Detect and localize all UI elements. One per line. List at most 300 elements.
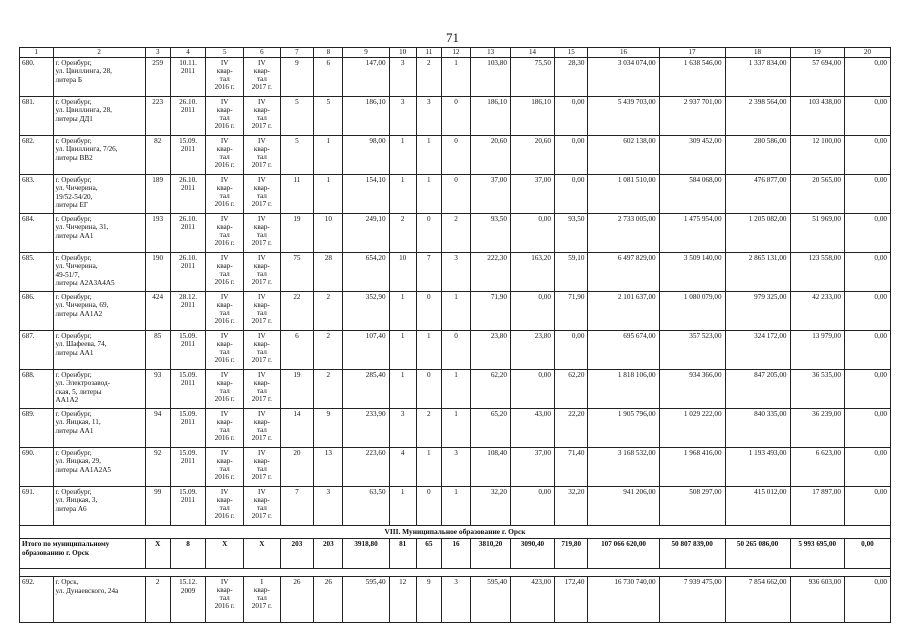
cell-col-16: 1 905 796,00 (588, 409, 659, 448)
cell-col-2: г. Оренбург, ул. Цвиллинга, 7/26, литеры ВВ2 (53, 136, 145, 175)
cell-col-20: 0,00 (844, 448, 890, 487)
cell-col-1: 691. (20, 487, 54, 526)
cell-col-16: 3 168 532,00 (588, 448, 659, 487)
cell-col-14: 37,00 (510, 448, 554, 487)
table-row (20, 58, 891, 97)
cell-col-5: IV квар- тал 2016 г. (206, 370, 244, 409)
cell-col-4: 26.10. 2011 (170, 97, 206, 136)
cell-col-3: 94 (145, 409, 170, 448)
column-header-20: 20 (844, 48, 890, 58)
cell-col-1: 682. (20, 136, 54, 175)
cell-col-1: 689. (20, 409, 54, 448)
cell-col-18: 979 325,00 (725, 292, 790, 331)
cell-col-10: 1 (389, 331, 416, 370)
cell-col-6: IV квар- тал 2017 г. (244, 448, 281, 487)
cell-col-14: 20,60 (510, 136, 554, 175)
column-header-10: 10 (389, 48, 416, 58)
cell-col-5: IV квар- тал 2016 г. (206, 58, 244, 97)
column-header-12: 12 (441, 48, 470, 58)
total-cell: 65 (416, 539, 441, 569)
table-row (20, 136, 891, 175)
total-cell: 5 993 695,00 (790, 539, 844, 569)
cell-col-11: 0 (416, 292, 441, 331)
cell-col-16: 3 034 074,00 (588, 58, 659, 97)
cell-col-12: 0 (441, 136, 470, 175)
cell-col-7: 11 (280, 175, 314, 214)
cell-col-17: 584 068,00 (659, 175, 725, 214)
cell-col-9: 63,50 (343, 487, 389, 526)
cell-col-7: 14 (280, 409, 314, 448)
total-row (20, 539, 891, 569)
cell-col-16: 5 439 703,00 (588, 97, 659, 136)
cell-col-14: 23,80 (510, 331, 554, 370)
cell-col-4: 26.10. 2011 (170, 175, 206, 214)
cell-col-14: 43,00 (510, 409, 554, 448)
cell-col-4: 15.09. 2011 (170, 136, 206, 175)
column-header-6: 6 (244, 48, 281, 58)
cell-col-12: 1 (441, 292, 470, 331)
cell-col-16: 16 730 740,00 (588, 577, 659, 623)
cell-col-20: 0,00 (844, 409, 890, 448)
cell-col-19: 20 565,00 (790, 175, 844, 214)
cell-col-15: 62,20 (554, 370, 588, 409)
cell-col-13: 37,00 (471, 175, 511, 214)
cell-col-2: г. Оренбург, ул. Яицкая, 3, литера А6 (53, 487, 145, 526)
cell-col-4: 26.10. 2011 (170, 214, 206, 253)
table-row (20, 253, 891, 292)
cell-col-13: 103,80 (471, 58, 511, 97)
column-header-7: 7 (280, 48, 314, 58)
cell-col-19: 51 969,00 (790, 214, 844, 253)
cell-col-13: 23,80 (471, 331, 511, 370)
cell-col-11: 1 (416, 448, 441, 487)
total-cell: 203 (280, 539, 314, 569)
cell-col-15: 32,20 (554, 487, 588, 526)
cell-col-15: 71,40 (554, 448, 588, 487)
cell-col-2: г. Оренбург, ул. Яицкая, 11, литеры АА1 (53, 409, 145, 448)
cell-col-17: 3 509 140,00 (659, 253, 725, 292)
cell-col-10: 4 (389, 448, 416, 487)
cell-col-6: IV квар- тал 2017 г. (244, 97, 281, 136)
cell-col-16: 2 733 005,00 (588, 214, 659, 253)
cell-col-14: 163,20 (510, 253, 554, 292)
cell-col-4: 15.09. 2011 (170, 331, 206, 370)
cell-col-15: 0,00 (554, 175, 588, 214)
cell-col-12: 3 (441, 448, 470, 487)
total-cell: 203 (314, 539, 343, 569)
cell-col-2: г. Оренбург, ул. Цвиллинга, 28, литеры ДД1 (53, 97, 145, 136)
cell-col-10: 3 (389, 58, 416, 97)
cell-col-8: 1 (314, 136, 343, 175)
cell-col-9: 154,10 (343, 175, 389, 214)
cell-col-7: 75 (280, 253, 314, 292)
cell-col-3: 259 (145, 58, 170, 97)
cell-col-7: 20 (280, 448, 314, 487)
cell-col-19: 6 623,00 (790, 448, 844, 487)
cell-col-5: IV квар- тал 2016 г. (206, 292, 244, 331)
cell-col-4: 10.11. 2011 (170, 58, 206, 97)
cell-col-11: 0 (416, 370, 441, 409)
cell-col-6: IV квар- тал 2017 г. (244, 370, 281, 409)
column-header-3: 3 (145, 48, 170, 58)
cell-col-10: 3 (389, 97, 416, 136)
cell-col-3: 93 (145, 370, 170, 409)
cell-col-10: 10 (389, 253, 416, 292)
cell-col-18: 476 877,00 (725, 175, 790, 214)
column-header-1: 1 (20, 48, 54, 58)
cell-col-4: 28.12. 2011 (170, 292, 206, 331)
total-label: Итого по муниципальному образованию г. Орск (20, 539, 146, 569)
cell-col-9: 654,20 (343, 253, 389, 292)
cell-col-12: 0 (441, 331, 470, 370)
cell-col-17: 7 939 475,00 (659, 577, 725, 623)
cell-col-1: 690. (20, 448, 54, 487)
cell-col-3: 2 (145, 577, 170, 623)
cell-col-5: IV квар- тал 2016 г. (206, 331, 244, 370)
cell-col-7: 9 (280, 58, 314, 97)
cell-col-15: 172,40 (554, 577, 588, 623)
column-header-2: 2 (53, 48, 145, 58)
cell-col-20: 0,00 (844, 331, 890, 370)
total-cell: 0,00 (844, 539, 890, 569)
header-row (20, 48, 891, 58)
cell-col-6: IV квар- тал 2017 г. (244, 136, 281, 175)
column-header-13: 13 (471, 48, 511, 58)
table-row (20, 577, 891, 623)
cell-col-10: 1 (389, 136, 416, 175)
cell-col-3: 99 (145, 487, 170, 526)
cell-col-5: IV квар- тал 2016 г. (206, 409, 244, 448)
cell-col-11: 0 (416, 214, 441, 253)
cell-col-16: 1 081 510,00 (588, 175, 659, 214)
cell-col-8: 2 (314, 292, 343, 331)
cell-col-11: 3 (416, 97, 441, 136)
cell-col-10: 1 (389, 292, 416, 331)
cell-col-1: 692. (20, 577, 54, 623)
cell-col-1: 687. (20, 331, 54, 370)
cell-col-12: 0 (441, 175, 470, 214)
cell-col-12: 0 (441, 97, 470, 136)
cell-col-1: 683. (20, 175, 54, 214)
cell-col-2: г. Оренбург, ул. Чичерина, 69, литеры АА1А2 (53, 292, 145, 331)
cell-col-14: 75,50 (510, 58, 554, 97)
table-row (20, 214, 891, 253)
cell-col-15: 0,00 (554, 136, 588, 175)
cell-col-7: 22 (280, 292, 314, 331)
cell-col-10: 1 (389, 487, 416, 526)
cell-col-12: 1 (441, 370, 470, 409)
cell-col-19: 57 694,00 (790, 58, 844, 97)
cell-col-3: 193 (145, 214, 170, 253)
cell-col-20: 0,00 (844, 487, 890, 526)
cell-col-2: г. Оренбург, ул. Цвиллинга, 28, литера Б (53, 58, 145, 97)
cell-col-6: IV квар- тал 2017 г. (244, 409, 281, 448)
cell-col-16: 2 101 637,00 (588, 292, 659, 331)
cell-col-9: 98,00 (343, 136, 389, 175)
cell-col-19: 936 603,00 (790, 577, 844, 623)
cell-col-9: 285,40 (343, 370, 389, 409)
cell-col-12: 1 (441, 409, 470, 448)
cell-col-15: 71,90 (554, 292, 588, 331)
table-row (20, 292, 891, 331)
total-cell: 16 (441, 539, 470, 569)
cell-col-11: 2 (416, 409, 441, 448)
cell-col-13: 32,20 (471, 487, 511, 526)
page-number: 71 (446, 30, 459, 45)
cell-col-19: 36 535,00 (790, 370, 844, 409)
cell-col-20: 0,00 (844, 214, 890, 253)
cell-col-11: 1 (416, 331, 441, 370)
section-title-row (20, 526, 891, 539)
cell-col-17: 934 366,00 (659, 370, 725, 409)
cell-col-2: г. Орск, ул. Дунаевского, 24а (53, 577, 145, 623)
cell-col-10: 1 (389, 175, 416, 214)
cell-col-8: 9 (314, 409, 343, 448)
spacer-row (20, 569, 891, 577)
column-header-5: 5 (206, 48, 244, 58)
cell-col-2: г. Оренбург, ул. Чичерина, 31, литеры АА1 (53, 214, 145, 253)
total-cell: 8 (170, 539, 206, 569)
cell-col-6: IV квар- тал 2017 г. (244, 214, 281, 253)
cell-col-15: 0,00 (554, 97, 588, 136)
cell-col-13: 71,90 (471, 292, 511, 331)
cell-col-18: 1 193 493,00 (725, 448, 790, 487)
cell-col-3: 424 (145, 292, 170, 331)
cell-col-1: 688. (20, 370, 54, 409)
cell-col-18: 847 205,00 (725, 370, 790, 409)
cell-col-13: 595,40 (471, 577, 511, 623)
cell-col-15: 93,50 (554, 214, 588, 253)
cell-col-4: 15.09. 2011 (170, 370, 206, 409)
cell-col-17: 1 968 416,00 (659, 448, 725, 487)
cell-col-18: 1 205 082,00 (725, 214, 790, 253)
column-header-16: 16 (588, 48, 659, 58)
cell-col-17: 1 475 954,00 (659, 214, 725, 253)
cell-col-7: 26 (280, 577, 314, 623)
cell-col-12: 3 (441, 253, 470, 292)
cell-col-17: 508 297,00 (659, 487, 725, 526)
cell-col-19: 103 438,00 (790, 97, 844, 136)
cell-col-2: г. Оренбург, ул. Шафеева, 74, литеры АА1 (53, 331, 145, 370)
cell-col-17: 357 523,00 (659, 331, 725, 370)
cell-col-14: 0,00 (510, 487, 554, 526)
cell-col-6: IV квар- тал 2017 г. (244, 331, 281, 370)
cell-col-19: 13 979,00 (790, 331, 844, 370)
cell-col-15: 28,30 (554, 58, 588, 97)
cell-col-8: 1 (314, 175, 343, 214)
cell-col-13: 186,10 (471, 97, 511, 136)
cell-col-6: IV квар- тал 2017 г. (244, 58, 281, 97)
cell-col-14: 423,00 (510, 577, 554, 623)
cell-col-3: 92 (145, 448, 170, 487)
cell-col-8: 26 (314, 577, 343, 623)
cell-col-7: 19 (280, 214, 314, 253)
cell-col-12: 3 (441, 577, 470, 623)
cell-col-2: г. Оренбург, ул. Чичерина, 49-51/7, литеры А2А3А4А5 (53, 253, 145, 292)
cell-col-5: IV квар- тал 2016 г. (206, 97, 244, 136)
cell-col-20: 0,00 (844, 136, 890, 175)
column-header-17: 17 (659, 48, 725, 58)
cell-col-20: 0,00 (844, 370, 890, 409)
cell-col-8: 2 (314, 370, 343, 409)
cell-col-4: 15.12. 2009 (170, 577, 206, 623)
cell-col-6: IV квар- тал 2017 г. (244, 175, 281, 214)
table-row (20, 331, 891, 370)
cell-col-11: 1 (416, 175, 441, 214)
column-header-18: 18 (725, 48, 790, 58)
cell-col-3: 223 (145, 97, 170, 136)
section-title: VIII. Муниципальное образование г. Орск (20, 526, 891, 539)
cell-col-15: 0,00 (554, 331, 588, 370)
total-cell: 3090,40 (510, 539, 554, 569)
cell-col-8: 6 (314, 58, 343, 97)
column-header-14: 14 (510, 48, 554, 58)
cell-col-16: 941 206,00 (588, 487, 659, 526)
column-header-15: 15 (554, 48, 588, 58)
cell-col-1: 686. (20, 292, 54, 331)
cell-col-11: 2 (416, 58, 441, 97)
cell-col-16: 695 674,00 (588, 331, 659, 370)
cell-col-1: 680. (20, 58, 54, 97)
table-row (20, 370, 891, 409)
total-cell: X (145, 539, 170, 569)
cell-col-19: 36 239,00 (790, 409, 844, 448)
cell-col-11: 7 (416, 253, 441, 292)
cell-col-13: 222,30 (471, 253, 511, 292)
cell-col-14: 0,00 (510, 292, 554, 331)
cell-col-8: 10 (314, 214, 343, 253)
cell-col-18: 2 398 564,00 (725, 97, 790, 136)
cell-col-15: 59,10 (554, 253, 588, 292)
total-cell: 3918,80 (343, 539, 389, 569)
table-row (20, 448, 891, 487)
cell-col-2: г. Оренбург, ул. Яицкая, 29, литеры АА1А2А5 (53, 448, 145, 487)
cell-col-13: 62,20 (471, 370, 511, 409)
cell-col-19: 123 558,00 (790, 253, 844, 292)
total-cell: 50 265 086,00 (725, 539, 790, 569)
cell-col-8: 28 (314, 253, 343, 292)
data-table (19, 47, 891, 623)
cell-col-6: IV квар- тал 2017 г. (244, 292, 281, 331)
cell-col-9: 352,90 (343, 292, 389, 331)
cell-col-4: 15.09. 2011 (170, 448, 206, 487)
cell-col-6: IV квар- тал 2017 г. (244, 487, 281, 526)
cell-col-9: 249,10 (343, 214, 389, 253)
cell-col-16: 6 497 829,00 (588, 253, 659, 292)
cell-col-13: 93,50 (471, 214, 511, 253)
total-cell: 3810,20 (471, 539, 511, 569)
cell-col-18: 840 335,00 (725, 409, 790, 448)
spacer-cell (20, 569, 891, 577)
cell-col-8: 13 (314, 448, 343, 487)
cell-col-5: IV квар- тал 2016 г. (206, 136, 244, 175)
cell-col-1: 684. (20, 214, 54, 253)
cell-col-9: 186,10 (343, 97, 389, 136)
cell-col-14: 37,00 (510, 175, 554, 214)
cell-col-14: 0,00 (510, 370, 554, 409)
cell-col-20: 0,00 (844, 577, 890, 623)
cell-col-10: 12 (389, 577, 416, 623)
cell-col-5: IV квар- тал 2016 г. (206, 214, 244, 253)
table-row (20, 487, 891, 526)
cell-col-10: 2 (389, 214, 416, 253)
cell-col-16: 602 138,00 (588, 136, 659, 175)
cell-col-17: 1 029 222,00 (659, 409, 725, 448)
cell-col-17: 1 638 546,00 (659, 58, 725, 97)
cell-col-10: 3 (389, 409, 416, 448)
cell-col-5: IV квар- тал 2016 г. (206, 448, 244, 487)
cell-col-17: 309 452,00 (659, 136, 725, 175)
total-cell: 107 066 620,00 (588, 539, 659, 569)
cell-col-5: IV квар- тал 2016 г. (206, 253, 244, 292)
column-header-4: 4 (170, 48, 206, 58)
total-cell: 719,80 (554, 539, 588, 569)
cell-col-12: 2 (441, 214, 470, 253)
cell-col-18: 415 012,00 (725, 487, 790, 526)
cell-col-16: 1 818 106,00 (588, 370, 659, 409)
cell-col-13: 108,40 (471, 448, 511, 487)
cell-col-13: 65,20 (471, 409, 511, 448)
cell-col-14: 186,10 (510, 97, 554, 136)
cell-col-1: 685. (20, 253, 54, 292)
cell-col-20: 0,00 (844, 97, 890, 136)
cell-col-9: 223,60 (343, 448, 389, 487)
column-header-8: 8 (314, 48, 343, 58)
cell-col-12: 1 (441, 487, 470, 526)
cell-col-5: IV квар- тал 2016 г. (206, 487, 244, 526)
cell-col-18: 2 865 131,00 (725, 253, 790, 292)
cell-col-18: 1 337 834,00 (725, 58, 790, 97)
cell-col-10: 1 (389, 370, 416, 409)
cell-col-19: 12 100,00 (790, 136, 844, 175)
cell-col-13: 20,60 (471, 136, 511, 175)
total-cell: X (206, 539, 244, 569)
cell-col-5: IV квар- тал 2016 г. (206, 175, 244, 214)
cell-col-6: IV квар- тал 2017 г. (244, 253, 281, 292)
cell-col-20: 0,00 (844, 175, 890, 214)
cell-col-4: 15.09. 2011 (170, 409, 206, 448)
cell-col-11: 9 (416, 577, 441, 623)
table-row (20, 97, 891, 136)
cell-col-15: 22,20 (554, 409, 588, 448)
cell-col-17: 2 937 701,00 (659, 97, 725, 136)
cell-col-5: IV квар- тал 2016 г. (206, 577, 244, 623)
cell-col-14: 0,00 (510, 214, 554, 253)
total-cell: 50 807 839,00 (659, 539, 725, 569)
cell-col-19: 42 233,00 (790, 292, 844, 331)
cell-col-4: 26.10. 2011 (170, 253, 206, 292)
cell-col-3: 189 (145, 175, 170, 214)
cell-col-9: 595,40 (343, 577, 389, 623)
table-row (20, 175, 891, 214)
column-header-19: 19 (790, 48, 844, 58)
cell-col-2: г. Оренбург, ул. Электрозавод- ская, 5, литеры АА1А2 (53, 370, 145, 409)
cell-col-11: 0 (416, 487, 441, 526)
cell-col-8: 3 (314, 487, 343, 526)
cell-col-3: 85 (145, 331, 170, 370)
cell-col-7: 7 (280, 487, 314, 526)
cell-col-3: 82 (145, 136, 170, 175)
cell-col-9: 233,90 (343, 409, 389, 448)
cell-col-20: 0,00 (844, 58, 890, 97)
cell-col-7: 5 (280, 97, 314, 136)
cell-col-11: 1 (416, 136, 441, 175)
cell-col-9: 107,40 (343, 331, 389, 370)
cell-col-7: 6 (280, 331, 314, 370)
cell-col-2: г. Оренбург, ул. Чичерина, 19/52-54/20, литеры ЕГ (53, 175, 145, 214)
cell-col-8: 2 (314, 331, 343, 370)
cell-col-1: 681. (20, 97, 54, 136)
